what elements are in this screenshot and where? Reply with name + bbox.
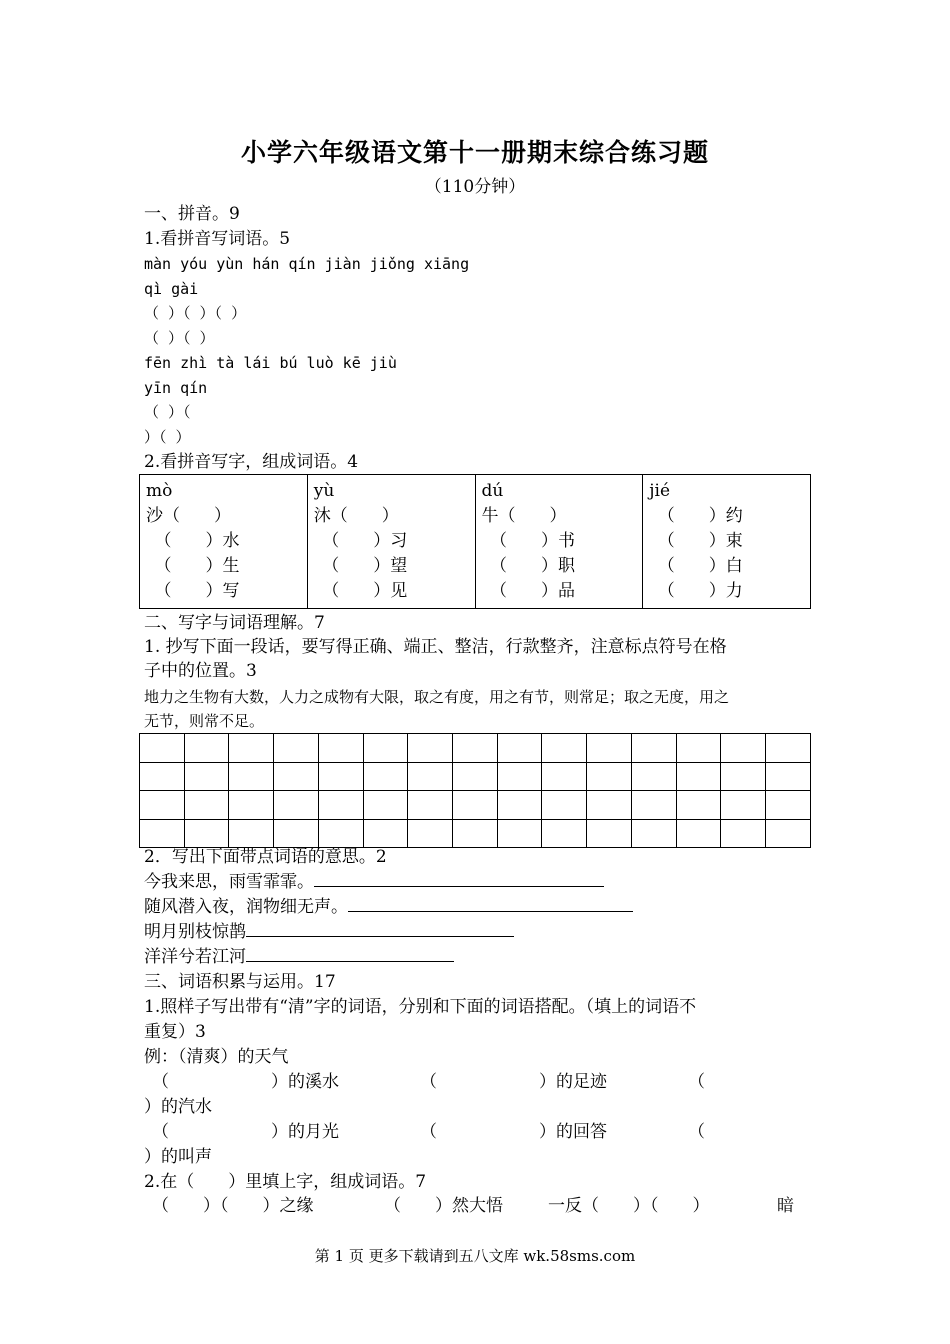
cell-line[interactable]: 牛（ ） — [481, 506, 567, 526]
idiom-item[interactable]: （ ）（ ）之缘 — [152, 1196, 314, 1216]
s1-q1-heading: 1.看拼音写词语。5 — [144, 229, 291, 249]
cell-pinyin: dú — [481, 481, 504, 501]
meaning-item-text: 随风潜入夜，润物细无声。 — [144, 897, 348, 917]
pinyin-cell — [307, 475, 475, 609]
meaning-item-text: 明月别枝惊鹊 — [144, 922, 246, 942]
collocation-item[interactable]: （ ）的回答 — [420, 1122, 607, 1142]
example-line: 例：（清爽）的天气 — [144, 1047, 289, 1067]
cell-line[interactable]: （ ）写 — [146, 581, 240, 601]
cell-line[interactable]: （ ）习 — [313, 531, 408, 551]
cell-line[interactable]: （ ）束 — [649, 531, 743, 551]
idiom-item[interactable]: 一反（ ）（ ） — [548, 1196, 710, 1216]
collocation-item[interactable]: （ ）的溪水 — [152, 1072, 339, 1092]
s3-q2-heading: 2.在（ ）里填上字，组成词语。7 — [144, 1172, 427, 1192]
cell-line[interactable]: （ ）生 — [146, 556, 240, 576]
answer-parens-1a[interactable]: （ ）（ ）（ ） — [144, 304, 247, 322]
copy-passage-line2: 无节，则常不足。 — [144, 712, 265, 730]
collocation-item[interactable]: ）的汽水 — [144, 1097, 212, 1117]
cell-line[interactable]: 沙（ ） — [146, 506, 231, 526]
cell-line[interactable]: （ ）约 — [649, 506, 743, 526]
s3-q1-line1: 1.照样子写出带有“清”字的词语，分别和下面的词语搭配。（填上的词语不 — [144, 997, 697, 1017]
collocation-item[interactable]: （ — [688, 1072, 705, 1092]
collocation-item[interactable]: （ — [688, 1122, 705, 1142]
meaning-item — [144, 920, 514, 944]
pinyin-row-2b: yīn qín — [144, 379, 208, 397]
answer-blank[interactable] — [246, 945, 454, 962]
meaning-item — [144, 895, 633, 919]
cell-line[interactable]: （ ）力 — [649, 581, 743, 601]
pinyin-row-1b: qì gài — [144, 280, 199, 298]
cell-line[interactable]: （ ）望 — [313, 556, 408, 576]
answer-blank[interactable] — [246, 920, 514, 937]
cell-line[interactable]: （ ）品 — [481, 581, 575, 601]
pinyin-row-2a: fēn zhì tà lái bú luò kē jiù — [144, 354, 397, 372]
section1-heading: 一、拼音。9 — [144, 204, 240, 224]
meaning-item-text: 今我来思，雨雪霏霏。 — [144, 872, 314, 892]
s2-q1-line1: 1. 抄写下面一段话，要写得正确、端正、整洁，行款整齐，注意标点符号在格 — [144, 637, 727, 657]
duration-note: （110分钟） — [424, 177, 526, 197]
collocation-item[interactable]: ）的叫声 — [144, 1147, 212, 1167]
idiom-item[interactable]: 暗 — [777, 1196, 794, 1216]
cell-line[interactable]: （ ）见 — [313, 581, 408, 601]
s1-q2-heading: 2.看拼音写字，组成词语。4 — [144, 452, 359, 472]
pinyin-cell — [643, 475, 811, 609]
answer-blank[interactable] — [348, 895, 633, 912]
answer-parens-1b[interactable]: （ ）（ ） — [144, 329, 215, 347]
meaning-item — [144, 870, 604, 894]
idiom-item[interactable]: （ ）然大悟 — [384, 1196, 503, 1216]
cell-pinyin: jié — [649, 481, 671, 501]
cell-line[interactable]: 沐（ ） — [313, 506, 399, 526]
s2-q2-heading: 2．写出下面带点词语的意思。2 — [144, 847, 387, 867]
s2-q1-line2: 子中的位置。3 — [144, 661, 257, 681]
meaning-item — [144, 945, 454, 969]
cell-pinyin: mò — [146, 481, 173, 501]
pinyin-row-1a: màn yóu yùn hán qín jiàn jiǒng xiāng — [144, 255, 470, 273]
section3-heading: 三、词语积累与运用。17 — [144, 972, 336, 992]
cell-line[interactable]: （ ）职 — [481, 556, 575, 576]
copy-passage-line1: 地力之生物有大数，人力之成物有大限，取之有度，用之有节，则常足；取之无度，用之 — [144, 688, 730, 706]
s3-q1-line2: 重复）3 — [144, 1022, 206, 1042]
pinyin-cell — [140, 475, 308, 609]
pinyin-word-table — [139, 474, 811, 609]
answer-parens-2b[interactable]: ）（ ） — [144, 428, 191, 446]
answer-parens-2a[interactable]: （ ）（ — [144, 403, 191, 421]
cell-pinyin: yù — [313, 481, 335, 501]
answer-blank[interactable] — [314, 870, 604, 887]
collocation-item[interactable]: （ ）的月光 — [152, 1122, 339, 1142]
cell-line[interactable]: （ ）水 — [146, 531, 240, 551]
meaning-item-text: 洋洋兮若江河 — [144, 947, 246, 967]
cell-line[interactable]: （ ）白 — [649, 556, 743, 576]
section2-heading: 二、写字与词语理解。7 — [144, 613, 325, 633]
page-title: 小学六年级语文第十一册期末综合练习题 — [240, 138, 709, 167]
page-footer: 第 1 页 更多下载请到五八文库 wk.58sms.com — [314, 1247, 636, 1265]
cell-line[interactable]: （ ）书 — [481, 531, 575, 551]
pinyin-cell — [475, 475, 643, 609]
writing-grid[interactable] — [139, 733, 811, 848]
collocation-item[interactable]: （ ）的足迹 — [420, 1072, 607, 1092]
